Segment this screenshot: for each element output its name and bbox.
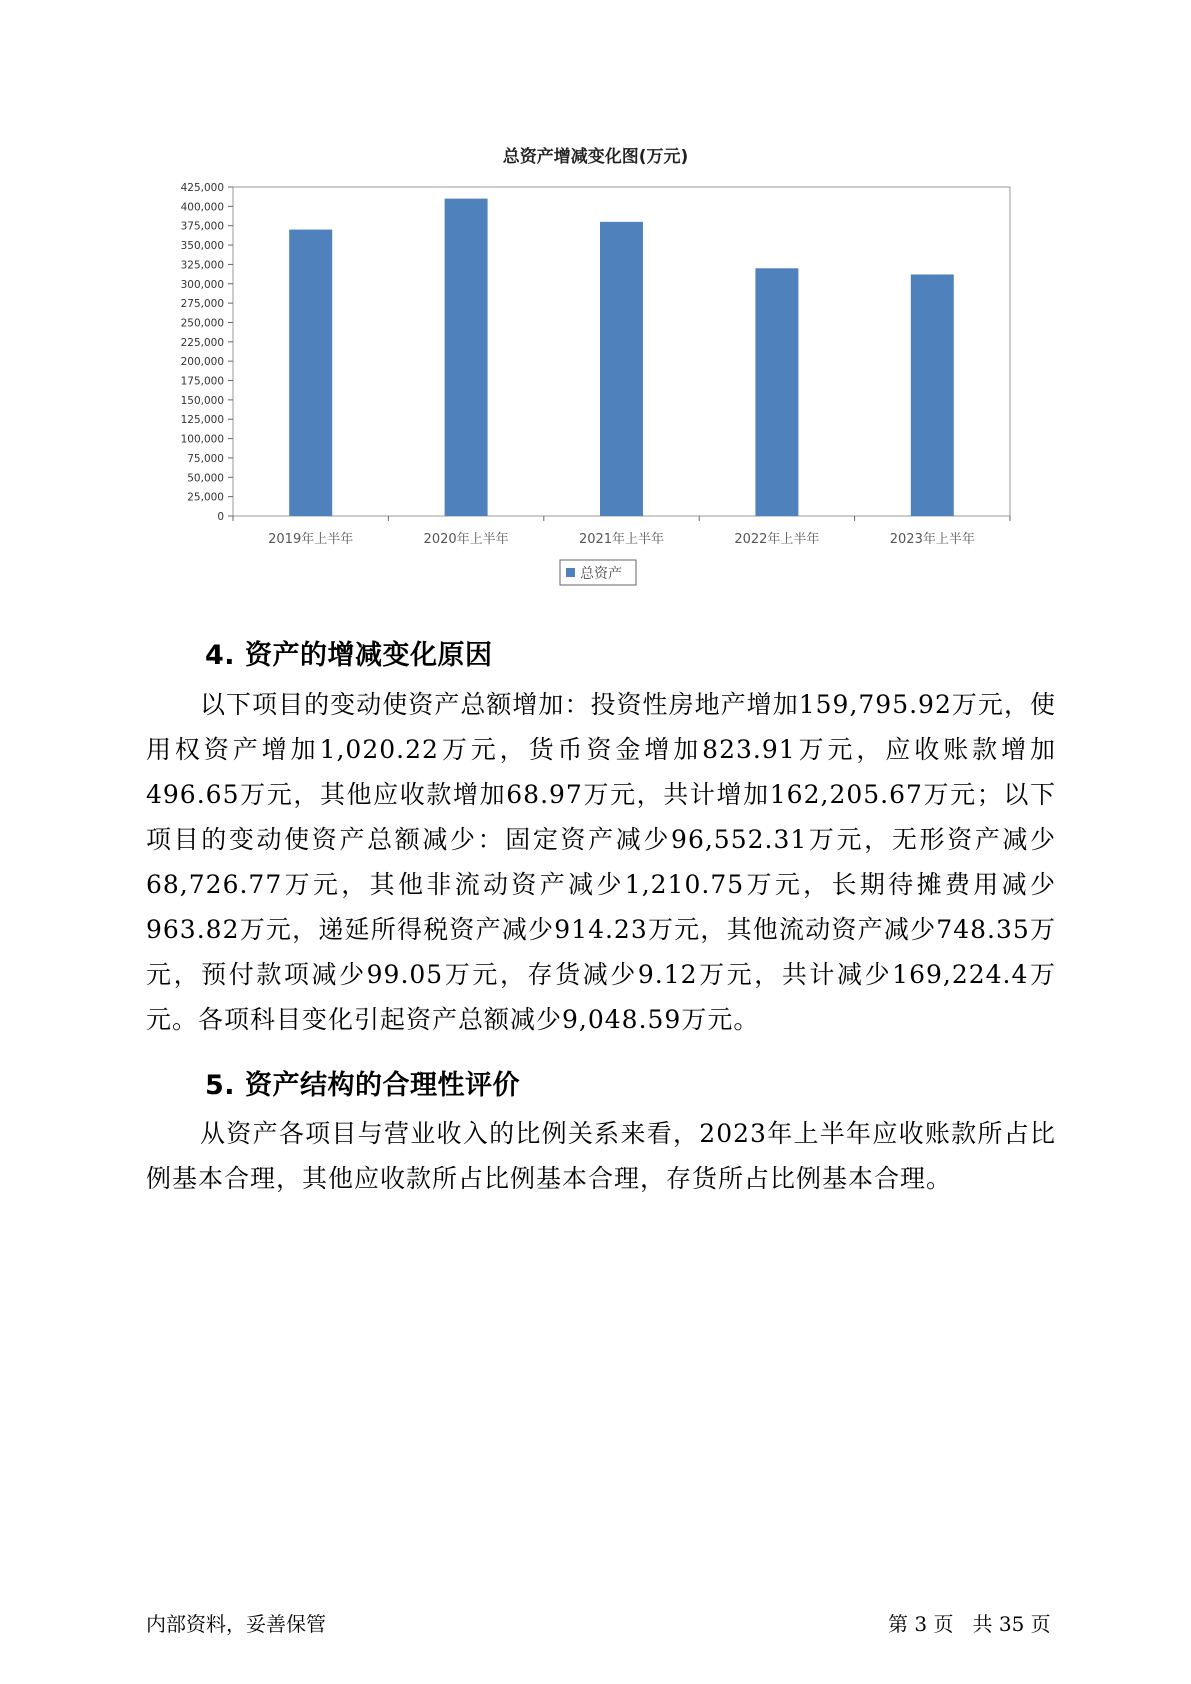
bar [755,268,798,516]
footer-confidential-note: 内部资料，妥善保管 [146,1612,326,1636]
y-tick-label: 175,000 [180,375,224,388]
bar [600,222,643,516]
chart-legend [560,560,636,585]
y-tick-label: 75,000 [187,452,224,465]
total-assets-bar-chart [0,0,1191,600]
footer-page-number: 第 3 页 共 35 页 [888,1612,1051,1636]
y-tick-label: 225,000 [180,336,224,349]
section4-heading: 4. 资产的增减变化原因 [205,640,493,671]
y-tick-label: 50,000 [187,472,224,485]
y-tick-label: 25,000 [187,491,224,504]
chart-title: 总资产增减变化图(万元) [502,147,689,167]
y-tick-label: 400,000 [180,201,224,214]
y-tick-label: 150,000 [180,394,224,407]
y-tick-label: 125,000 [180,414,224,427]
x-tick-label: 2022年上半年 [734,532,820,547]
y-tick-label: 0 [217,511,224,523]
bar [445,199,488,516]
x-tick-label: 2019年上半年 [268,532,354,547]
y-tick-label: 425,000 [180,182,224,194]
legend-label: 总资产 [580,566,622,582]
y-tick-label: 275,000 [180,298,224,311]
x-tick-label: 2021年上半年 [578,532,665,547]
section4-paragraph: 以下项目的变动使资产总额增加：投资性房地产增加159,795.92万元，使用权资产增加1,020.22万元，货币资金增加823.91万元，应收账款增加496.65万元，其他应收款增加68.97万元，共计增加162,205.67万元；以下项目的变动使资产总额减少：固定资产减少96,552.31万元，无形资产减少68,726.77万元，其他非流动资产减少1,210.75万元，长期待摊费用减少963.82万元，递延所得税资产减少914.23万元，其他流动资产减少748.35万元，预付款项减少99.05万元，存货减少9.12万元，共计减少169,224.4万元。各项科目变化引起资产总额减少9,048.59万元。 [146,690,1056,1034]
y-tick-label: 250,000 [180,317,224,330]
x-tick-label: 2023年上半年 [889,532,975,547]
bar [289,230,332,516]
section5-paragraph: 从资产各项目与营业收入的比例关系来看，2023年上半年应收账款所占比例基本合理，其他应收款所占比例基本合理，存货所占比例基本合理。 [146,1119,1056,1193]
y-tick-label: 375,000 [180,220,224,233]
y-tick-label: 200,000 [180,356,224,369]
x-tick-label: 2020年上半年 [423,532,509,547]
bar [911,274,954,516]
y-tick-label: 350,000 [180,240,224,253]
section5-heading: 5. 资产结构的合理性评价 [205,1070,520,1101]
legend-swatch [566,568,575,577]
y-tick-label: 100,000 [180,433,224,446]
y-tick-label: 300,000 [180,278,224,291]
y-tick-label: 325,000 [180,259,224,272]
